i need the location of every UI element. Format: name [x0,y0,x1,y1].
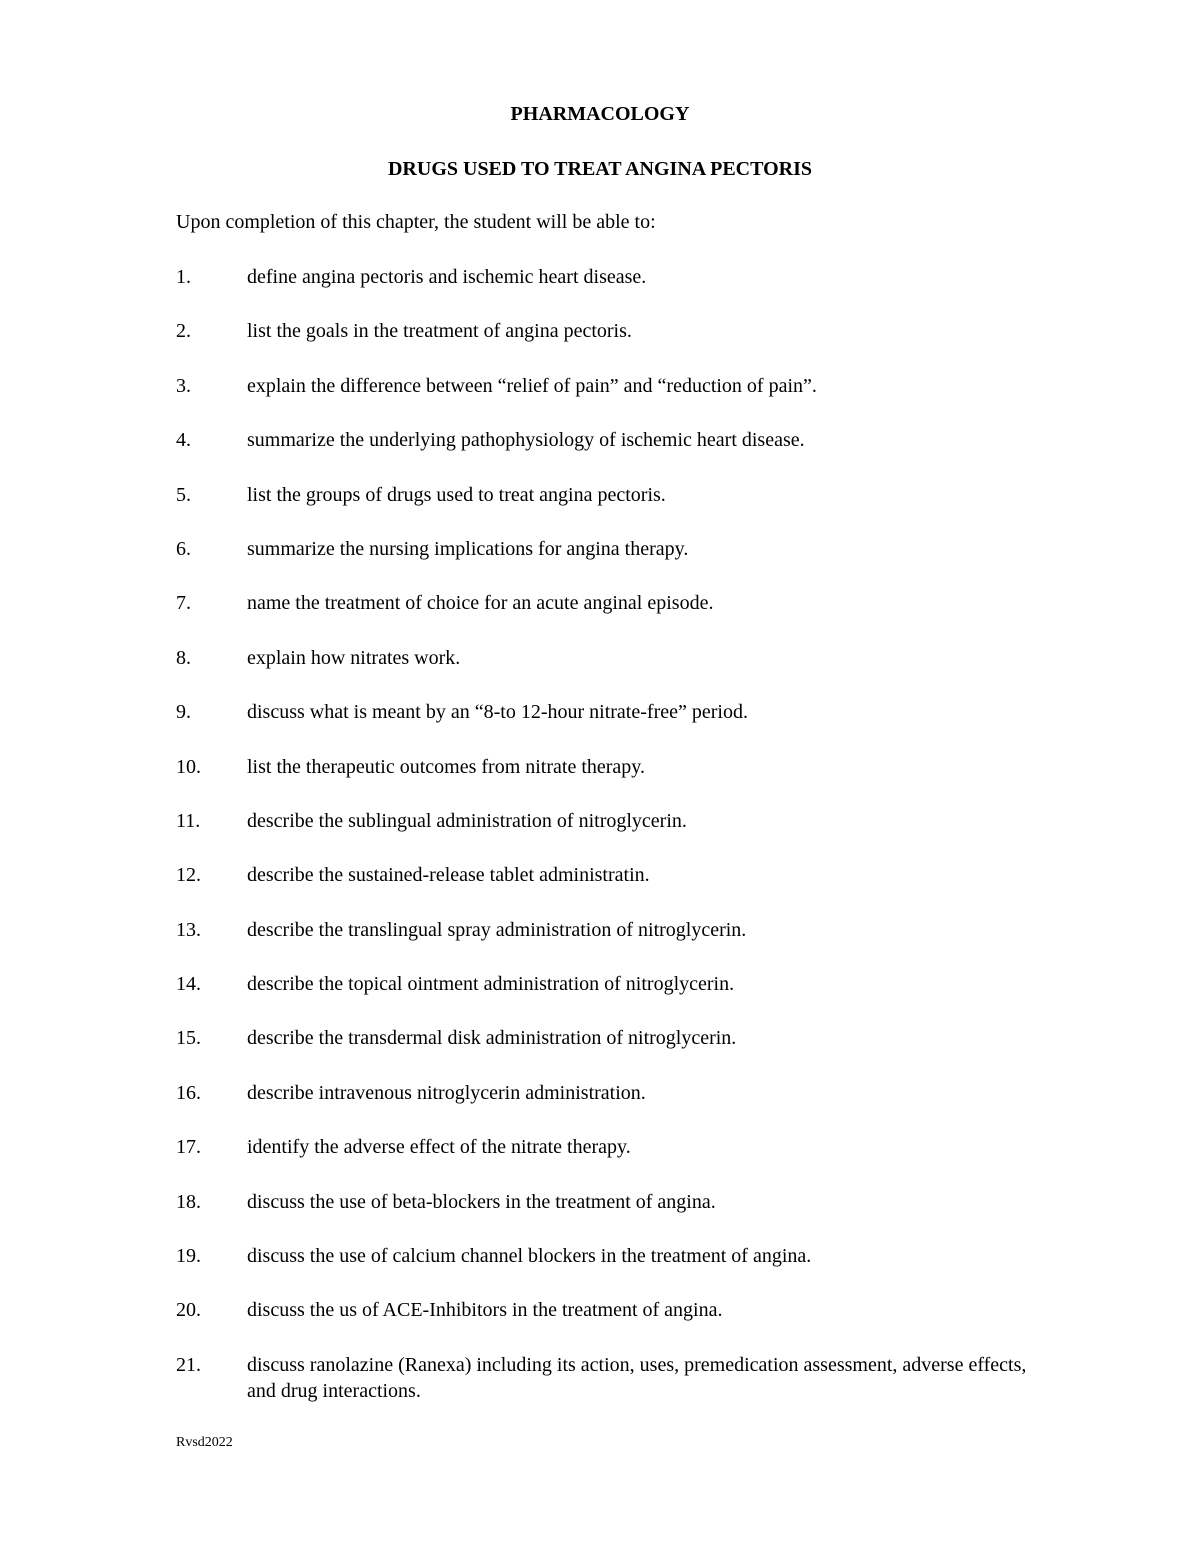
item-text: discuss the use of beta-blockers in the treatment of angina. [247,1190,716,1213]
list-item [176,699,1076,753]
item-text: explain the difference between “relief of pain” and “reduction of pain”. [247,374,817,397]
item-text: describe intravenous nitroglycerin administration. [247,1081,646,1104]
item-number: 6. [176,537,191,560]
item-number: 17. [176,1136,201,1159]
list-item [176,590,1076,644]
revision-footer: Rvsd2022 [176,1435,233,1450]
item-text: summarize the nursing implications for angina therapy. [247,537,689,560]
item-text: describe the sublingual administration of nitroglycerin. [247,809,687,832]
list-item [176,1134,1076,1188]
item-text: identify the adverse effect of the nitrate therapy. [247,1136,631,1159]
item-text: describe the topical ointment administration of nitroglycerin. [247,973,735,996]
item-text: list the groups of drugs used to treat angina pectoris. [247,483,666,506]
list-item [176,754,1076,808]
item-number: 21. [176,1353,201,1376]
item-text: discuss what is meant by an “8-to 12-hour nitrate-free” period. [247,701,748,724]
item-text: list the goals in the treatment of angina pectoris. [247,320,632,343]
document-subtitle: DRUGS USED TO TREAT ANGINA PECTORIS [387,158,813,180]
item-number: 8. [176,646,191,669]
list-item [176,971,1076,1025]
item-number: 20. [176,1299,201,1322]
item-text: discuss ranolazine (Ranexa) including its action, uses, premedication assessment, adverse effects, and drug interactions. [247,1353,1027,1402]
list-item [176,482,1076,536]
list-item [176,862,1076,916]
list-item [176,1025,1076,1079]
list-item [176,917,1076,971]
list-item [176,1080,1076,1134]
list-item [176,427,1076,481]
item-number: 12. [176,864,201,887]
item-text: describe the translingual spray administration of nitroglycerin. [247,918,747,941]
item-number: 15. [176,1027,201,1050]
document-title: PHARMACOLOGY [510,103,690,125]
item-number: 7. [176,592,191,615]
list-item [176,1243,1076,1297]
item-number: 2. [176,320,191,343]
list-item [176,808,1076,862]
item-number: 10. [176,755,201,778]
list-item [176,1189,1076,1243]
item-text: discuss the us of ACE-Inhibitors in the treatment of angina. [247,1299,723,1322]
item-text: describe the transdermal disk administration of nitroglycerin. [247,1027,737,1050]
list-item [176,318,1076,372]
item-number: 18. [176,1190,201,1213]
item-text: explain how nitrates work. [247,646,461,669]
item-number: 9. [176,701,191,724]
list-item [176,536,1076,590]
item-text: summarize the underlying pathophysiology of ischemic heart disease. [247,429,805,452]
list-item [176,264,1076,318]
item-text: name the treatment of choice for an acute anginal episode. [247,592,714,615]
item-number: 4. [176,429,191,452]
item-number: 5. [176,483,191,506]
list-item [176,373,1076,427]
objectives-list [176,264,1076,1406]
list-item [176,645,1076,699]
item-number: 14. [176,973,201,996]
item-text: list the therapeutic outcomes from nitrate therapy. [247,755,646,778]
item-text: define angina pectoris and ischemic heart disease. [247,266,647,288]
item-number: 16. [176,1081,201,1104]
item-text: discuss the use of calcium channel blockers in the treatment of angina. [247,1245,812,1268]
list-item [176,1297,1076,1351]
item-number: 11. [176,809,201,832]
item-number: 3. [176,374,191,397]
item-number: 13. [176,918,201,941]
item-number: 19. [176,1245,201,1268]
item-text: describe the sustained-release tablet administratin. [247,864,650,887]
list-item [176,1352,1076,1406]
item-number: 1. [176,266,191,288]
intro-text: Upon completion of this chapter, the student will be able to: [176,211,656,233]
